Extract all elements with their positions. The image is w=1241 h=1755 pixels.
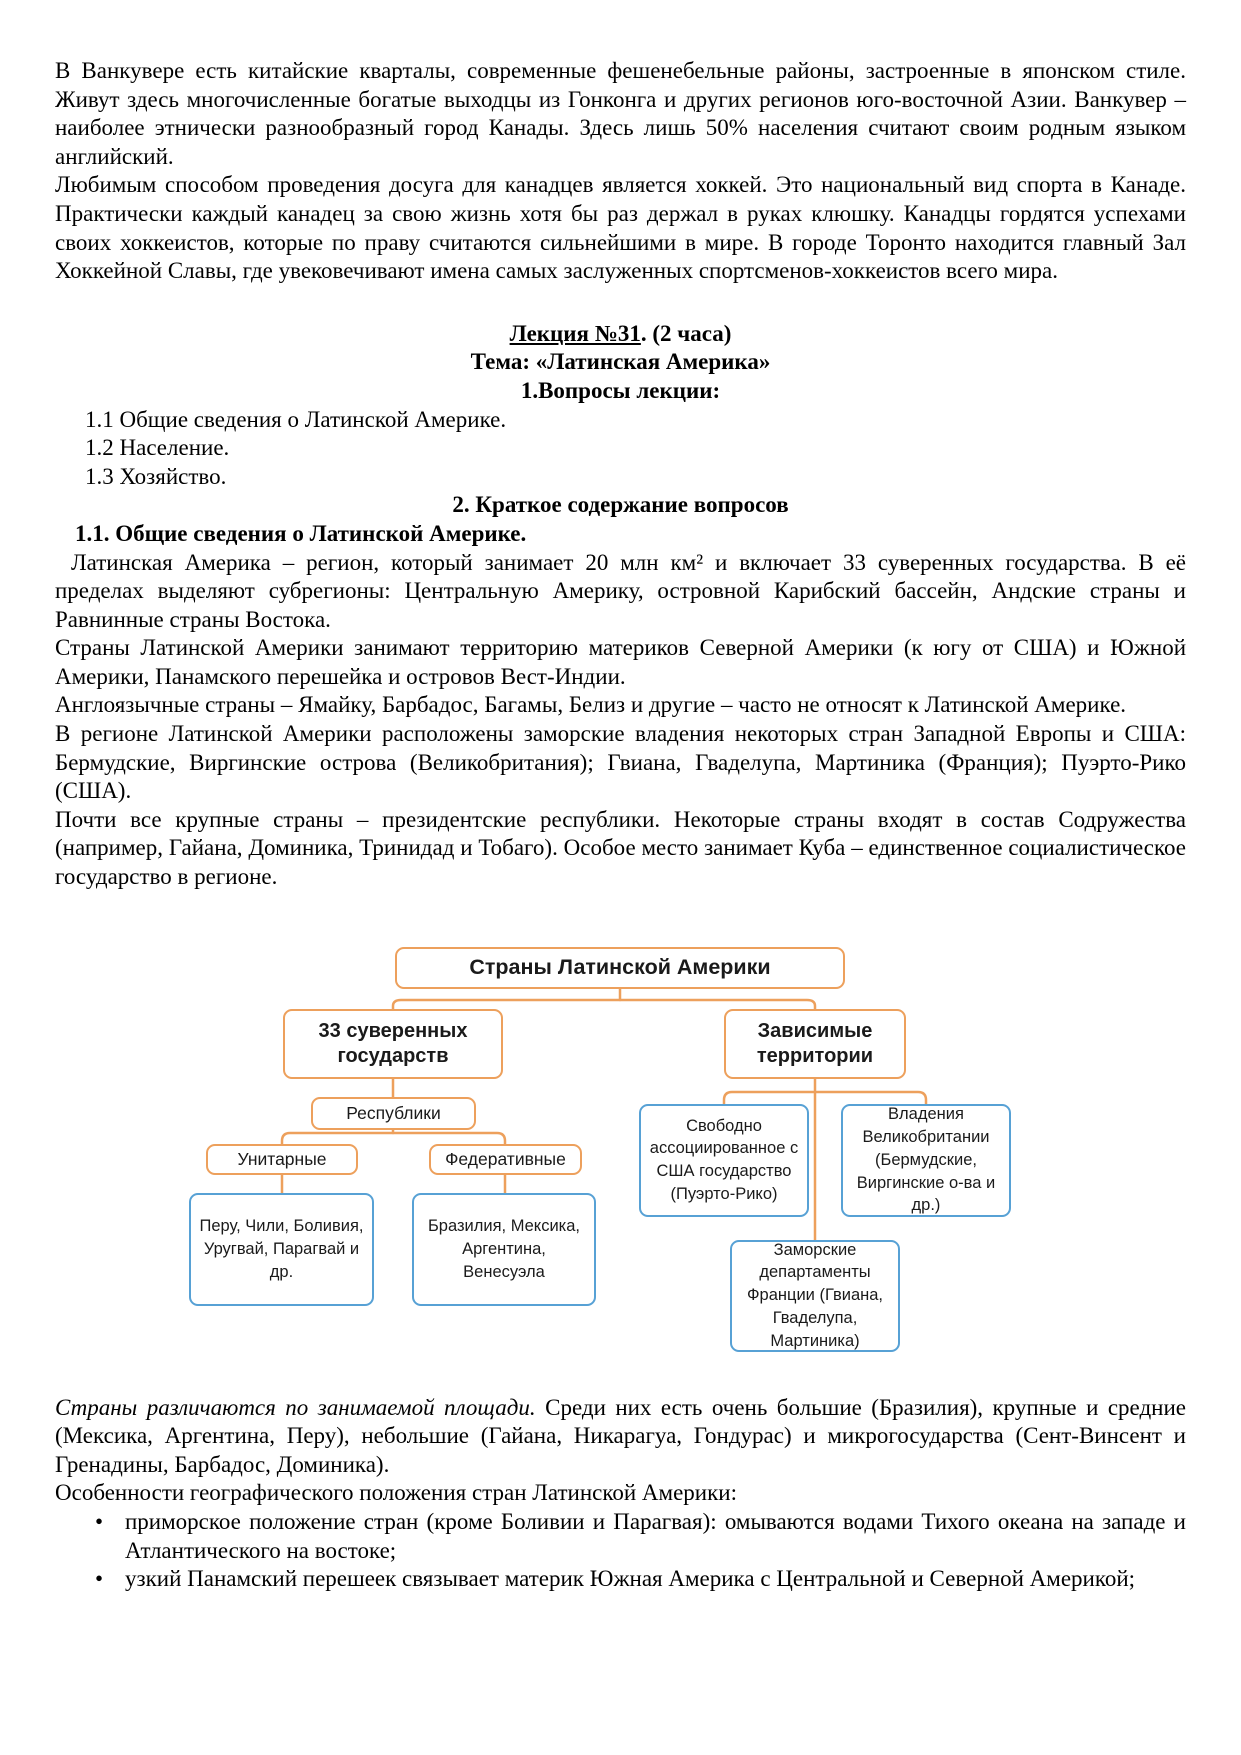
questions-heading: 1.Вопросы лекции: [520,377,721,403]
diagram-node-unitary: Унитарные [206,1144,358,1175]
question-item: 1.3 Хозяйство. [85,463,227,489]
diagram-node-usa-associated: Свободно ассоциированное с США государство (Пуэрто-Рико) [639,1104,809,1217]
geo-features-list [55,1508,1186,1594]
paragraph-territory: Страны Латинской Америки занимают территорию материков Северной Америки (к югу от США) и Южной Америки, Панамского перешейка и островов Вест-Индии. [55,635,1186,689]
questions-list [55,406,1186,492]
paragraph-region-overview: Латинская Америка – регион, который занимает 20 млн км² и включает 33 суверенных государства. В её пределах выделяют субрегионы: Центральную Америку, островной Карибский бассейн, Андские страны и Равнинные страны Востока. [55,549,1186,632]
paragraph-hockey: Любимым способом проведения досуга для канадцев является хоккей. Это национальный вид спорта в Канаде. Практически каждый канадец за свою жизнь хотя бы раз держал в руках клюшку. Канадцы гордятся успехами своих хоккеистов, которые по праву считаются сильнейшими в мире. В городе Торонто находится главный Зал Хоккейной Славы, где увековечивают имена самых заслуженных спортсменов-хоккеистов всего мира. [55,172,1186,284]
paragraph-vancouver: В Ванкувере есть китайские кварталы, современные фешенебельные районы, застроенные в японском стиле. Живут здесь многочисленные богатые выходцы из Гонконга и других регионов юго-восточной Азии. Ванкувер – наиболее этнически разнообразный город Канады. Здесь лишь 50% населения считают своим родным языком английский. [55,58,1186,169]
lecture-number: Лекция №31 [509,320,641,346]
paragraph-country-sizes-rest: Среди них есть очень большие (Бразилия), крупные и средние (Мексика, Аргентина, Перу), небольшие (Гайана, Никарагуа, Гондурас) и микрогосударства (Сент-Винсент и Гренадины, Барбадос, Доминика). [55,1394,1186,1477]
diagram-node-federative: Федеративные [429,1144,582,1175]
italic-lead: Страны различаются по занимаемой площади. [55,1394,536,1420]
paragraph-english-speaking: Англоязычные страны – Ямайку, Барбадос, Багамы, Белиз и другие – часто не относят к Латинской Америке. [55,692,1127,718]
lecture-title [55,320,1186,349]
question-item: 1.2 Население. [85,435,230,461]
lecture-theme: Тема: «Латинская Америка» [470,349,771,375]
list-item: • приморское положение стран (кроме Боливии и Парагвая): омываются водами Тихого океана на западе и Атлантического на востоке; [55,1508,1186,1565]
paragraph-republics: Почти все крупные страны – президентские республики. Некоторые страны входят в состав Содружества (например, Гайана, Доминика, Тринидад и Тобаго). Особое место занимает Куба – единственное социалистическое государство в регионе. [55,806,1186,890]
diagram-node-unitary-examples: Перу, Чили, Боливия, Уругвай, Парагвай и др. [189,1193,374,1306]
section-heading: 1.1. Общие сведения о Латинской Америке. [75,520,527,546]
diagram-node-uk-possessions: Владения Великобритании (Бермудские, Виргинские о-ва и др.) [841,1104,1011,1217]
lecture-duration: . (2 часа) [640,320,732,346]
question-item: 1.1 Общие сведения о Латинской Америке. [85,406,507,432]
diagram-node-french-departments: Заморские департаменты Франции (Гвиана, Гваделупа, Мартиника) [730,1240,900,1352]
paragraph-overseas-possessions: В регионе Латинской Америки расположены заморские владения некоторых стран Западной Европы и США: Бермудские, Виргинские острова (Великобритания); Гвиана, Гваделупа, Мартиника (Франция); Пуэрто-Рико (США). [55,721,1186,804]
diagram-node-sovereign-states: 33 суверенных государств [283,1009,503,1079]
diagram-node-republics: Республики [311,1097,476,1130]
diagram-node-root: Страны Латинской Америки [395,947,845,989]
diagram-node-dependent-territories: Зависимые территории [724,1009,906,1079]
document-page [55,0,1186,1594]
paragraph-geo-features: Особенности географического положения стран Латинской Америки: [55,1480,737,1506]
diagram-node-federative-examples: Бразилия, Мексика, Аргентина, Венесуэла [412,1193,596,1306]
paragraph-country-sizes [55,1394,1186,1480]
latin-america-countries-diagram [55,942,1186,1362]
list-item: • узкий Панамский перешеек связывает материк Южная Америка с Центральной и Северной Америкой; [55,1565,1186,1594]
summary-heading: 2. Краткое содержание вопросов [452,492,789,518]
